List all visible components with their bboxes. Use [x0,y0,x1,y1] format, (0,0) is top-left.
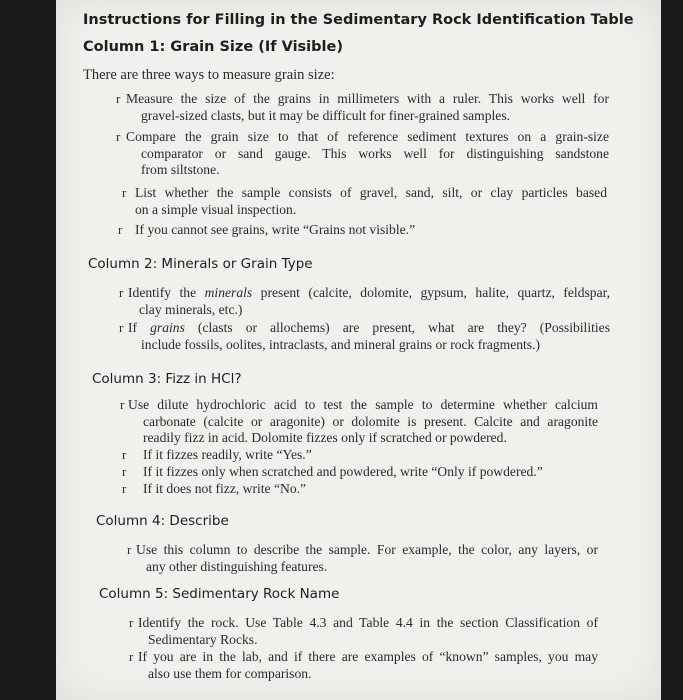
bullet-marker: r [116,91,121,106]
document-page [56,0,661,700]
col2-heading: Column 2: Minerals or Grain Type [88,256,313,272]
col1-item-visual: List whether the sample consists of gravel, sand, silt, or clay particles based on a simple visual inspection. [135,185,607,217]
col3-heading: Column 3: Fizz in HCl? [92,371,242,387]
bullet-marker: r [119,285,124,300]
bullet-marker: r [122,464,127,479]
document-title: Instructions for Filling in the Sedimentary Rock Identification Table [83,12,634,28]
bullet-marker: r [122,447,127,462]
col2-item-minerals: Identify the minerals present (calcite, dolomite, gypsum, halite, quartz, feldspar, clay minerals, etc.) [128,285,610,317]
col4-item-describe: Use this column to describe the sample. For example, the color, any layers, or any other distinguishing features. [136,542,598,574]
bullet-marker: r [129,649,134,664]
col1-item-ruler: Measure the size of the grains in millimeters with a ruler. This works well for gravel-sized clasts, but it may be difficult for finer-grained samples. [126,91,609,123]
bullet-marker: r [118,222,123,237]
bullet-marker: r [116,129,121,144]
col1-item-not-visible: If you cannot see grains, write “Grains not visible.” [135,222,416,237]
col5-item-identify: Identify the rock. Use Table 4.3 and Table 4.4 in the section Classification of Sedimentary Rocks. [138,615,598,647]
bullet-marker: r [129,615,134,630]
col3-item-acid-test: Use dilute hydrochloric acid to test the sample to determine whether calcium carbonate (calcite or aragonite) or dolomite is present. Calcite and aragonite readily fizz in acid. Dolomite fizzes only if scratched or powdered. [128,397,598,445]
bullet-marker: r [122,481,127,496]
col5-item-known-samples: If you are in the lab, and if there are examples of “known” samples, you may also use them for comparison. [138,649,598,681]
col5-heading: Column 5: Sedimentary Rock Name [99,586,340,602]
bullet-marker: r [119,320,124,335]
col1-item-comparator: Compare the grain size to that of reference sediment textures on a grain-size comparator or sand gauge. This works well for distinguishing sandstone from siltstone. [126,129,609,177]
bullet-marker: r [120,397,125,412]
col3-item-no: If it does not fizz, write “No.” [143,481,307,496]
col1-heading: Column 1: Grain Size (If Visible) [83,39,343,55]
col2-item-grains: If grains (clasts or allochems) are present, what are they? (Possibilities include fossils, oolites, intraclasts, and mineral grains or rock fragments.) [128,320,610,352]
col1-intro: There are three ways to measure grain size: [83,67,335,83]
bullet-marker: r [122,185,127,200]
col3-item-only-if-powdered: If it fizzes only when scratched and powdered, write “Only if powdered.” [143,464,543,479]
col3-item-yes: If it fizzes readily, write “Yes.” [143,447,312,462]
col4-heading: Column 4: Describe [96,513,229,529]
bullet-marker: r [127,542,132,557]
